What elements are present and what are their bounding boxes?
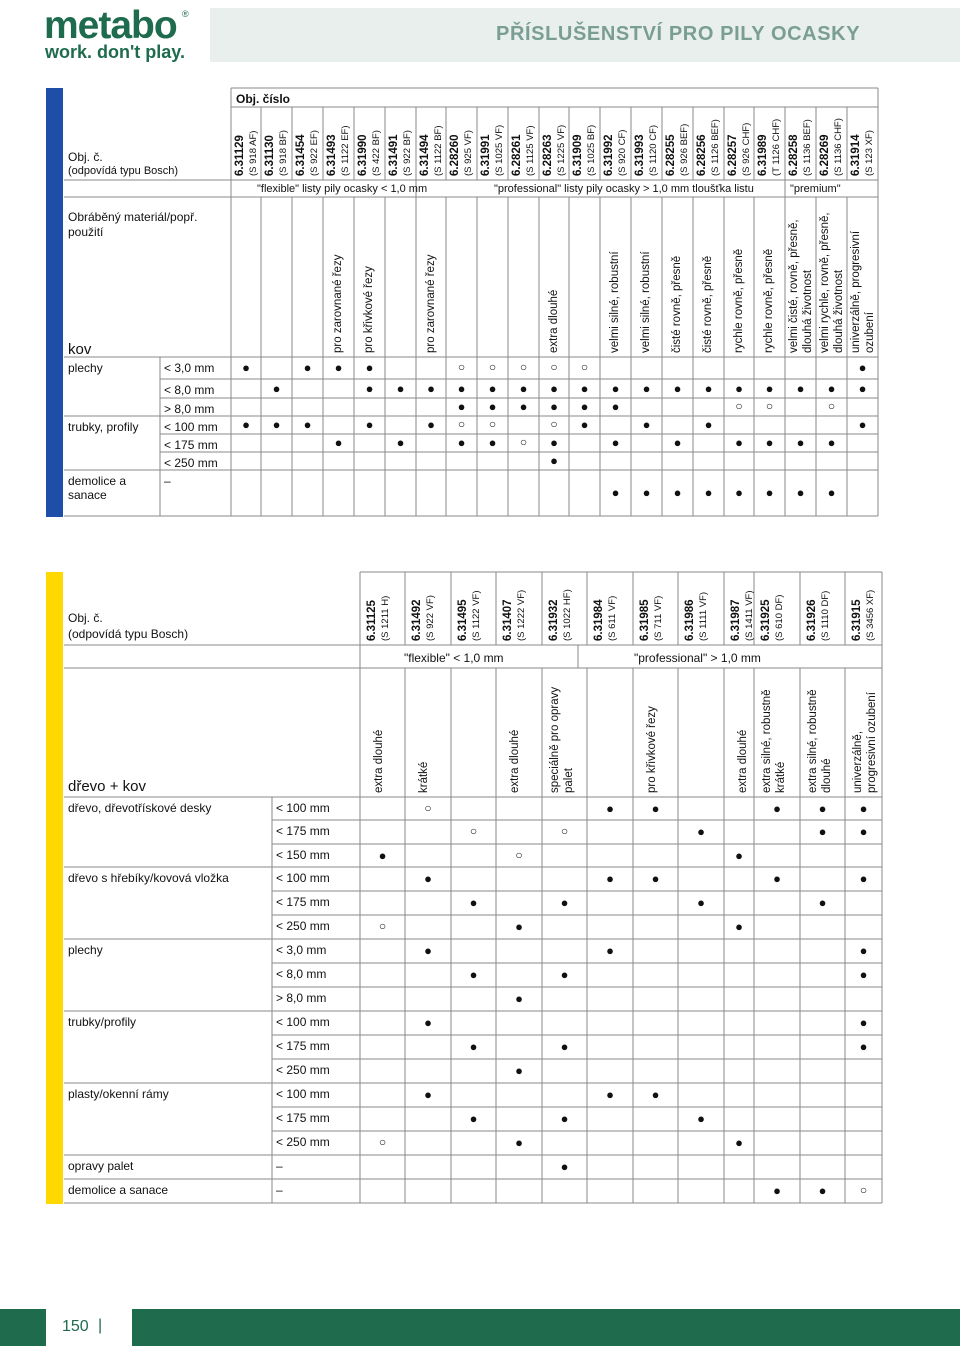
row-mark: ● (651, 800, 660, 816)
row-mark: ○ (424, 800, 432, 815)
row-mark: ● (515, 1135, 523, 1150)
column-code: 6.31992 (603, 134, 615, 176)
column-code: 6.31932 (548, 599, 560, 641)
row-mark: ● (606, 800, 614, 816)
row-mark: ● (859, 943, 868, 958)
row-mark: ● (697, 1111, 705, 1126)
column-bosch: (S 1120 CF) (648, 124, 659, 176)
row-mark: ● (550, 453, 558, 468)
column-code-6.31987 (730, 590, 756, 641)
column-bosch: (S 1225 VF) (556, 124, 567, 176)
column-bosch: (S 925 VF) (463, 130, 474, 176)
row-mark: ● (606, 871, 614, 886)
row-group-label: plechy (68, 943, 103, 957)
row-mark: ● (580, 380, 589, 396)
row-mark: ● (606, 1087, 614, 1102)
column-desc: velmi rychle, rovně, přesně, (819, 212, 831, 353)
column-desc: velmi silné, robustní (609, 251, 621, 353)
row-mark: ● (673, 485, 682, 500)
column-bosch: (S 1122 BF) (433, 125, 444, 176)
material-label: Obráběný materiál/popř. (68, 210, 198, 224)
row-mark: ● (735, 380, 743, 396)
row-mark: ● (488, 435, 497, 450)
row-mark: ○ (765, 399, 774, 413)
row-mark: ○ (515, 847, 523, 862)
row-sub-label: < 3,0 mm (276, 943, 327, 957)
row-mark: ○ (560, 824, 569, 838)
row-mark: ● (818, 824, 827, 839)
row-mark: ● (827, 380, 836, 396)
row-mark: ● (642, 417, 651, 432)
row-sub-label: < 100 mm (164, 420, 218, 434)
column-desc: extra dlouhé (509, 729, 521, 793)
row-mark: ● (859, 967, 868, 982)
column-bosch: (S 123 XF) (864, 130, 875, 176)
row-mark: ● (765, 435, 774, 450)
row-mark: ● (859, 871, 868, 886)
column-bosch: (S 1022 HF) (562, 589, 573, 641)
row-sub-label: < 3,0 mm (164, 361, 215, 375)
column-code: 6.31130 (264, 135, 276, 176)
row-mark: ● (378, 847, 387, 863)
registered-mark: ® (182, 9, 189, 19)
column-code-6.31492 (411, 595, 437, 641)
logo-word: metabo (44, 4, 177, 47)
row-sub-label: < 175 mm (164, 438, 218, 452)
row-mark: ● (469, 1111, 478, 1126)
row-mark: ● (560, 895, 569, 910)
row-mark: ● (796, 380, 805, 396)
material-name: kov (68, 341, 92, 358)
row-mark: ● (697, 895, 705, 910)
column-code: 6.31986 (684, 599, 696, 641)
row-mark: ● (642, 485, 651, 500)
row-group-label: plasty/okenní rámy (68, 1087, 169, 1101)
column-code: 6.31492 (411, 599, 423, 641)
row-mark: ○ (550, 360, 558, 374)
column-bosch: (S 926 CHF) (741, 122, 752, 176)
row-mark: ● (515, 991, 523, 1006)
row-mark: ● (735, 435, 743, 450)
column-code: 6.28258 (788, 134, 800, 176)
row-mark: ● (796, 485, 805, 500)
row-sub-label: < 175 mm (276, 895, 330, 909)
row-group-label: trubky, profily (68, 420, 139, 434)
row-sub-label: – (276, 1183, 283, 1197)
column-code: 6.28255 (665, 134, 677, 176)
column-bosch: (S 920 CF) (617, 129, 628, 176)
column-desc-2: palet (563, 768, 575, 793)
column-code-6.31984 (593, 596, 619, 641)
row-mark: ○ (378, 919, 387, 933)
row-mark: ● (457, 435, 466, 450)
group-flexible: "flexible" listy pily ocasky < 1,0 mm (257, 183, 428, 195)
column-code: 6.28257 (727, 134, 739, 176)
row-mark: ● (469, 1039, 478, 1054)
row-mark: ● (606, 943, 614, 958)
column-desc: pro zarovnané řezy (332, 254, 344, 353)
row-mark: ● (457, 380, 466, 396)
column-desc: extra dlouhé (373, 729, 385, 793)
column-desc-2: dlouhé (821, 758, 833, 793)
column-code: 6.31993 (634, 134, 646, 176)
row-mark: ● (859, 824, 868, 839)
group-professional: "professional" listy pily ocasky > 1,0 mm tloušťka listu (494, 183, 754, 195)
row-mark: ○ (519, 360, 528, 374)
row-mark: ● (859, 1039, 868, 1054)
row-mark: ● (704, 485, 713, 500)
row-mark: ○ (469, 824, 478, 838)
row-mark: ● (735, 1135, 743, 1150)
row-mark: ● (303, 417, 312, 432)
column-code: 6.31990 (357, 134, 369, 176)
column-code: 6.28256 (696, 134, 708, 176)
column-desc: extra dlouhé (548, 289, 560, 353)
row-sub-label: < 100 mm (276, 1087, 330, 1101)
row-mark: ○ (457, 417, 466, 431)
row-mark: ● (818, 895, 827, 910)
row-mark: ● (735, 919, 743, 934)
page-title: PŘÍSLUŠENSTVÍ PRO PILY OCASKY (496, 23, 861, 45)
row-sub-label: < 175 mm (276, 824, 330, 838)
row-mark: ● (242, 360, 250, 375)
footer-band (0, 1309, 960, 1346)
row-mark: ● (457, 399, 466, 414)
row-mark: ● (704, 380, 713, 396)
row-mark: ● (272, 380, 281, 396)
column-code-6.31932 (548, 589, 574, 641)
row-group-label: demolice a (68, 474, 127, 488)
row-group-label-2: sanace (68, 488, 107, 502)
group-flexible: "flexible" < 1,0 mm (404, 651, 504, 665)
column-code: 6.31915 (851, 599, 863, 641)
column-code: 6.28261 (511, 134, 523, 176)
row-mark: ● (424, 1015, 432, 1030)
material-name: dřevo + kov (68, 778, 146, 795)
column-code-6.31407 (502, 590, 528, 641)
column-bosch: (S 1110 DF) (820, 590, 831, 641)
row-mark: ● (859, 1015, 868, 1030)
row-mark: ● (697, 824, 705, 839)
row-mark: ● (424, 871, 432, 886)
column-desc-2: dlouhá životnost (802, 269, 814, 353)
column-bosch: (S 1025 BF) (586, 124, 597, 176)
column-code-6.31915 (851, 590, 877, 641)
column-desc-9 (760, 689, 788, 793)
column-code: 6.31407 (502, 599, 514, 641)
column-bosch: (S 711 VF) (653, 595, 664, 641)
row-mark: ● (519, 380, 528, 396)
column-desc: velmi silné, robustní (640, 251, 652, 353)
row-mark: ● (334, 435, 343, 450)
column-code: 6.31991 (480, 134, 492, 176)
column-desc-10 (806, 689, 834, 793)
row-mark: ● (560, 1039, 569, 1054)
row-mark: ● (488, 380, 497, 396)
page-number-separator: | (98, 1317, 103, 1334)
row-sub-label: < 8,0 mm (164, 383, 215, 397)
row-mark: ● (519, 399, 528, 414)
row-sub-label: < 100 mm (276, 871, 330, 885)
row-sub-label: < 8,0 mm (276, 967, 327, 981)
column-code: 6.28269 (819, 134, 831, 176)
row-group-label: demolice a sanace (68, 1183, 169, 1197)
column-code: 6.31494 (419, 134, 431, 176)
row-mark: ● (827, 435, 836, 450)
row-mark: ● (272, 417, 281, 432)
row-mark: ● (818, 800, 827, 816)
column-desc: pro zarovnané řezy (425, 254, 437, 353)
row-mark: ● (427, 380, 435, 396)
column-code: 6.31985 (639, 599, 651, 641)
row-sub-label: < 175 mm (276, 1111, 330, 1125)
row-mark: ● (396, 380, 405, 396)
column-bosch: (S 1122 EF) (340, 125, 351, 176)
row-mark: ● (642, 380, 651, 396)
row-sub-label: < 175 mm (276, 1039, 330, 1053)
row-mark: ● (858, 380, 867, 396)
column-desc: speciálně pro opravy (549, 686, 561, 793)
row-sub-label: – (164, 474, 171, 488)
row-mark: ● (858, 360, 867, 375)
column-code-6.31986 (684, 592, 710, 641)
column-desc-11 (851, 692, 879, 793)
row-mark: ● (818, 1183, 827, 1198)
row-mark: ● (396, 435, 405, 450)
column-desc: extra dlouhé (737, 729, 749, 793)
column-code: 6.31926 (806, 599, 818, 641)
group-professional: "professional" > 1,0 mm (634, 651, 761, 665)
row-mark: ○ (580, 360, 589, 374)
column-code: 6.31925 (760, 599, 772, 641)
row-sub-label: < 250 mm (276, 1063, 330, 1077)
column-code: 6.31491 (388, 134, 400, 176)
column-code: 6.31987 (730, 599, 742, 641)
column-desc: rychle rovně, přesně (763, 248, 775, 353)
column-code: 6.31909 (572, 134, 584, 176)
row-mark: ● (365, 380, 374, 396)
row-mark: ● (550, 435, 558, 450)
column-desc: extra silné, robustně (761, 689, 773, 793)
row-mark: ● (673, 380, 682, 396)
group-premium: "premium" (790, 183, 841, 195)
row-mark: ● (242, 417, 250, 432)
column-desc-4 (548, 687, 576, 793)
column-bosch: (S 922 VF) (425, 595, 436, 641)
row-sub-label: > 8,0 mm (276, 991, 327, 1005)
column-bosch: (T 1126 CHF) (771, 118, 782, 176)
column-code: 6.31495 (457, 599, 469, 641)
row-mark: ● (611, 399, 620, 414)
column-desc-1 (417, 762, 431, 793)
row-mark: ● (651, 1087, 660, 1102)
row-mark: ● (550, 399, 558, 414)
row-mark: ○ (457, 360, 466, 374)
row-mark: ● (334, 360, 343, 375)
row-mark: ● (765, 485, 774, 500)
column-bosch: (S 610 DF) (774, 594, 785, 641)
row-group-label: dřevo s hřebíky/kovová vložka (68, 871, 229, 885)
column-bosch: (S 1136 CHF) (833, 118, 844, 176)
column-code: 6.31989 (757, 134, 769, 176)
column-code: 6.31914 (850, 134, 862, 176)
column-bosch: (S 918 AF) (248, 130, 259, 176)
order-number-header: Obj. číslo (236, 92, 291, 106)
column-bosch: (S 922 BF) (402, 130, 413, 176)
row-sub-label: < 150 mm (276, 848, 330, 862)
column-code: 6.31984 (593, 599, 605, 641)
row-mark: ○ (519, 435, 528, 449)
column-desc: krátké (418, 761, 430, 793)
column-bosch: (S 918 BF) (278, 130, 289, 176)
row-sub-label: – (276, 1159, 283, 1173)
row-mark: ○ (488, 360, 497, 374)
column-bosch: (S 1126 BEF) (710, 119, 721, 176)
column-code: 6.31129 (234, 135, 246, 176)
column-desc: pro křivkové řezy (363, 266, 375, 353)
row-mark: ● (858, 417, 867, 432)
row-mark: ● (611, 380, 620, 396)
row-mark: ● (611, 485, 620, 500)
row-mark: ● (469, 967, 478, 982)
column-bosch: (S 3456 XF) (865, 589, 876, 641)
column-code: 6.31125 (366, 600, 378, 641)
row-mark: ● (765, 380, 774, 396)
obj-label: Obj. č. (68, 611, 103, 625)
column-bosch: (S 1025 VF) (494, 124, 505, 176)
column-desc-8 (736, 730, 750, 793)
column-bosch: (S 1136 BEF) (802, 119, 813, 176)
column-bosch: (S 1125 VF) (525, 125, 536, 176)
row-mark: ○ (550, 417, 558, 431)
row-mark: ● (560, 1159, 569, 1174)
row-mark: ○ (859, 1183, 868, 1197)
row-mark: ● (469, 895, 478, 910)
row-mark: ● (611, 435, 620, 450)
row-mark: ● (365, 360, 374, 375)
column-desc: univerzálně, (852, 730, 864, 793)
bosch-equivalent-label: (odpovídá typu Bosch) (68, 165, 179, 177)
column-bosch: (S 922 EF) (309, 130, 320, 176)
column-bosch: (S 1111 VF) (698, 591, 709, 641)
column-bosch: (S 1211 H) (380, 595, 391, 641)
column-desc: velmi čisté, rovně, přesně, (788, 219, 800, 353)
row-sub-label: < 250 mm (276, 1135, 330, 1149)
row-sub-label: < 100 mm (276, 801, 330, 815)
column-bosch: (S 926 BEF) (679, 123, 690, 176)
row-mark: ● (488, 399, 497, 414)
row-mark: ● (773, 1183, 781, 1198)
row-group-label: plechy (68, 361, 103, 375)
row-mark: ● (365, 417, 374, 432)
column-code-6.31985 (639, 596, 665, 641)
column-code: 6.28263 (542, 134, 554, 176)
row-mark: ● (651, 871, 660, 886)
column-bosch: (S 1411 VF) (744, 590, 755, 641)
column-desc-2: krátké (775, 761, 787, 793)
bosch-equivalent-label: (odpovídá typu Bosch) (68, 627, 189, 641)
obj-label: Obj. č. (68, 150, 103, 164)
row-mark: ● (424, 943, 432, 958)
footer-page-box (46, 1309, 132, 1346)
row-mark: ● (424, 1087, 432, 1102)
row-group-label: opravy palet (68, 1159, 134, 1173)
row-mark: ● (580, 417, 589, 432)
column-desc-3 (508, 730, 522, 793)
row-mark: ○ (827, 399, 836, 413)
row-mark: ● (427, 417, 435, 432)
column-desc: čisté rovně, přesně (671, 255, 683, 353)
column-code-6.31925 (760, 595, 786, 641)
material-label-2: použití (68, 225, 104, 239)
column-desc-6 (645, 706, 659, 793)
row-mark: ● (735, 847, 743, 863)
column-bosch: (S 1122 VF) (471, 590, 482, 641)
row-group-label: dřevo, dřevotřískové desky (68, 801, 212, 815)
row-sub-label: < 250 mm (276, 919, 330, 933)
column-desc-2: ozubení (864, 312, 876, 353)
column-code-6.31926 (806, 591, 832, 641)
row-sub-label: > 8,0 mm (164, 402, 215, 416)
column-code: 6.31454 (295, 134, 307, 176)
row-mark: ● (796, 435, 805, 450)
row-mark: ○ (735, 399, 743, 413)
column-desc: rychle rovně, přesně (733, 248, 745, 353)
column-desc-0 (372, 730, 386, 793)
row-mark: ● (773, 800, 781, 816)
column-bosch: (S 611 VF) (607, 595, 618, 641)
column-desc: čisté rovně, přesně (702, 255, 714, 353)
column-code-6.31495 (457, 590, 483, 641)
row-sub-label: < 250 mm (164, 456, 218, 470)
column-code: 6.28260 (449, 134, 461, 176)
column-desc: extra silné, robustně (807, 689, 819, 793)
column-desc: pro křivkové řezy (646, 706, 658, 793)
column-bosch: (S 422 BF) (371, 130, 382, 176)
row-mark: ● (515, 1063, 523, 1078)
row-mark: ○ (378, 1135, 387, 1149)
row-mark: ● (550, 380, 558, 396)
row-mark: ● (827, 485, 836, 500)
row-group-label: trubky/profily (68, 1015, 137, 1029)
column-bosch: (S 1222 VF) (516, 589, 527, 641)
column-desc-2: progresivní ozubení (866, 691, 878, 793)
row-mark: ● (673, 435, 682, 450)
row-mark: ● (704, 417, 713, 432)
row-mark: ● (859, 800, 868, 816)
row-mark: ● (303, 360, 312, 375)
row-mark: ● (773, 871, 781, 886)
column-desc: univerzálně, progresivní (850, 230, 862, 353)
page-number: 150 (62, 1318, 89, 1335)
row-mark: ● (560, 967, 569, 982)
logo-slogan: work. don't play. (45, 42, 185, 62)
row-mark: ● (580, 399, 589, 414)
column-code: 6.31493 (326, 134, 338, 176)
column-code-6.31125 (366, 596, 392, 641)
row-sub-label: < 100 mm (276, 1015, 330, 1029)
column-desc-2: dlouhá životnost (833, 269, 845, 353)
row-mark: ○ (488, 417, 497, 431)
row-mark: ● (735, 485, 743, 500)
row-mark: ● (560, 1111, 569, 1126)
row-mark: ● (515, 919, 523, 934)
